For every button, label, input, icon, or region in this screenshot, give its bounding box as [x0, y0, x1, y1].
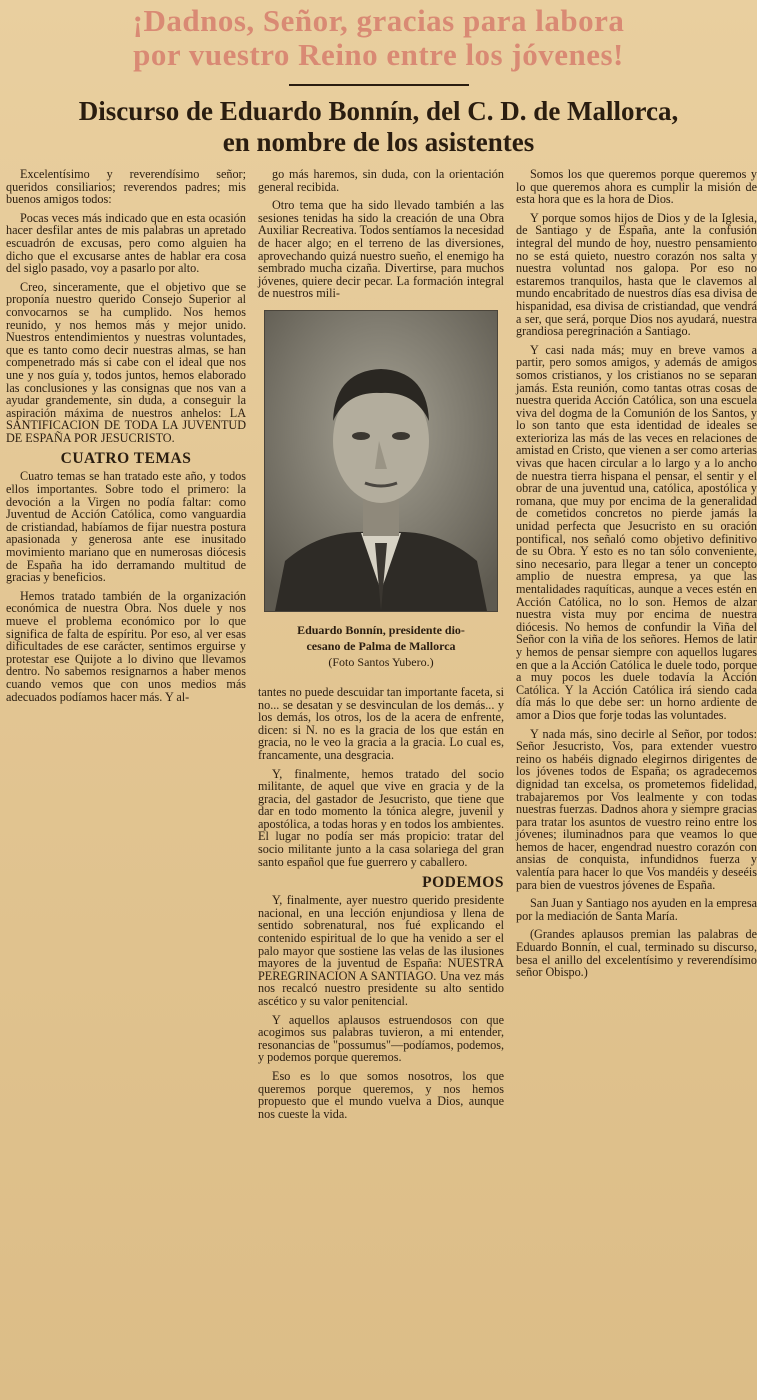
portrait-image	[265, 311, 497, 611]
paragraph: (Grandes aplausos premian las palabras de Eduardo Bonnín, el cual, terminado su discurso, besa el anillo del excelentísimo y reverendísimo señor Obispo.)	[516, 927, 757, 980]
paragraph: Somos los que queremos porque queremos y lo que queremos ahora es cumplir la misión de esta hora que es la hora de Dios.	[516, 167, 757, 207]
article-columns	[6, 167, 757, 1368]
paragraph: Otro tema que ha sido llevado también a las sesiones tenidas ha sido la creación de una Obra Auxiliar Recreativa. Todos sentíamos la necesidad de hacer algo; en el terreno de las diversiones, aprovechando quizá nuestro sueño, el enemigo ha sembrado mucha cizaña. Divertirse, para muchos jóvenes, quiere decir pecar. La formación integral de nuestros mili-	[258, 198, 504, 301]
subheading-podemos: PODEMOS	[422, 874, 504, 892]
paragraph: San Juan y Santiago nos ayuden en la empresa por la mediación de Santa María.	[516, 896, 757, 923]
paragraph: tantes no puede descuidar tan importante faceta, si no... se desatan y se desvinculan de los demás... y los demás, los otros, los de la acera de enfrente, dicen: si N. no es la gracia de los que están en gracia, no le veo la gracia a la gracia. Lo cual es, francamente, una desgracia.	[258, 684, 504, 762]
title-line-1: Discurso de Eduardo Bonnín, del C. D. de Mallorca,	[78, 96, 679, 126]
headline-line-1: ¡Dadnos, Señor, gracias para labora	[132, 3, 625, 38]
paragraph: Y nada más, sino decirle al Señor, por todos: Señor Jesucristo, Vos, para extender vuestro reino os habéis dignado elegirnos dirigentes de los jóvenes todos de España; os agradecemos dignidad tan excelsa, os prometemos fidelidad, trabajaremos por Vos lealmente y con todas nuestras fuerzas. Dadnos ahora y siempre gracias para tratar los asuntos de vuestro reino entre los jóvenes; iluminadnos para que veamos lo que hemos de hacer, engendrad nuestro corazón con ansias de conquista, infundidnos fuerza y valentía para hacer lo que Vos mandéis y deseéis para bien de vuestros jóvenes de España.	[516, 726, 757, 892]
article-title	[6, 96, 751, 158]
headline-line-2: por vuestro Reino entre los jóvenes!	[133, 37, 624, 72]
column-1	[6, 168, 246, 709]
paragraph: Y casi nada más; muy en breve vamos a partir, pero somos amigos, y además de amigos somos cristianos, y los cristianos no se separan jamás. Esta reunión, como tantas otras cosas de nuestra querida Acción Católica, son una escuela viva del dogma de la Comunión de los Santos, y lo son tanto que esta identidad de ideales se exterioriza las más de las veces en relaciones de amistad en Cristo, que vienen a ser como arterias vivas que hacen circular a lo largo y a lo ancho de nuestra tierra hispana el pensar, el sentir y el obrar de una juventud una, católica, apostólica y romana, que muy por encima de la generalidad de cometidos concretos no pierde jamás la unidad perfecta que Jesucristo en su oración pontifical, nos señaló como objetivo definitivo de su Obra. Y esto es no tan sólo conveniente, sino necesario, para llegar a tener un concepto amplio de nuestra empresa, ya que las mentalidades raquíticas, aunque a veces estén en Acción Católica, no lo son. Hemos de alzar nuestra vista muy por encima de nuestra diócesis. No hemos de confundir la Viña del Señor con la viña de los señores. Hemos de latir y hemos de pensar siempre con aquellos lugares en que a la Acción Católica le duele todo, porque a muy pocos les duele todavía la Acción Católica. Y la Acción Católica irá siendo cada día más lo que debe ser: un horno ardiente de amor a Dios que forje todas las voluntades.	[516, 342, 757, 722]
paragraph: Creo, sinceramente, que el objetivo que se proponía nuestro querido Consejo Superior al convocarnos se ha cumplido. Nos hemos reunido, y nos hemos más y mejor unido. Nuestros entendimientos y nuestras voluntades, que es tanto como decir nuestras almas, se han compenetrado más si cabe con el ideal que nos une y nos guía y, todos juntos, hemos elaborado las conclusiones y las consignas que nos van a ayudar grandemente, sin duda, a conseguir la aspiración máxima de nuestros anhelos: LA SANTIFICACION DE TODA LA JUVENTUD DE ESPAÑA POR JESUCRISTO.	[6, 279, 246, 445]
paragraph: Y, finalmente, ayer nuestro querido presidente nacional, en una lección enjundiosa y llena de sentido sobrenatural, nos fué explicando el contenido espiritual de lo que ha venido a ser el palo mayor que sostiene las velas de las ilusiones mayores de la juventud de España: NUESTRA PEREGRINACION A SANTIAGO. Una vez más nos recalcó nuestro presidente su alto sentido ascético y su valor penitencial.	[258, 893, 504, 1008]
paragraph: Y, finalmente, hemos tratado del socio militante, de aquel que vive en gracia y de la gracia, del gastador de Jesucristo, que tiene que dar en todo momento la tónica alegre, juvenil y apostólica, a todas horas y en todos los ambientes. El lugar no podía ser más propicio: tratar del socio militante junto a la casa solariega del gran santo español que fue guerrero y caballero.	[258, 766, 504, 869]
title-line-2: en nombre de los asistentes	[222, 127, 535, 157]
photo-caption	[258, 622, 504, 670]
paragraph: Eso es lo que somos nosotros, los que queremos porque queremos, y nos hemos propuesto que el mundo vuelva a Dios, aunque nos cueste la vida.	[258, 1068, 504, 1121]
caption-credit: (Foto Santos Yubero.)	[328, 654, 434, 669]
paragraph: Pocas veces más indicado que en esta ocasión hacer desfilar antes de mis palabras un apretado escuadrón de excusas, pero como alguien ha dicho que el excusarse antes de hablar era cosa del siglo pasado, voy a pasarlo por alto.	[6, 210, 246, 276]
paragraph: Hemos tratado también de la organización económica de nuestra Obra. Nos duele y nos mueve el problema económico por lo que significa de falta de espíritu. Por eso, al ver esas dificultades de ese carácter, sentimos erguirse y protestar ese Quijote a lo divino que llevamos dentro. No sabemos resignarnos a haber menos cuando vemos que con unos medios más adecuados podíamos hacer más. Y al-	[6, 588, 246, 704]
subheading-cuatro-temas: CUATRO TEMAS	[60, 450, 192, 468]
column-2	[258, 168, 504, 1126]
paragraph: Excelentísimo y reverendísimo señor; queridos consiliarios; reverendos padres; mis buenos amigos todos:	[6, 167, 246, 207]
portrait-photo	[264, 310, 498, 612]
headline	[6, 4, 751, 72]
paragraph: Y aquellos aplausos estruendosos con que acogimos sus palabras tuvieron, a mi entender, resonancias de "possumus"—podíamos, podemos, y podemos porque queremos.	[258, 1012, 504, 1065]
caption-line-1: Eduardo Bonnín, presidente dio-	[297, 622, 465, 637]
headline-divider	[289, 84, 469, 86]
column-3	[516, 168, 757, 985]
paragraph: Cuatro temas se han tratado este año, y todos ellos importantes. Sobre todo el primero: la devoción a la Virgen no podía faltar: como Juventud de Acción Católica, como vanguardia de cristiandad, habíamos de fijar nuestra postura apasionada y generosa ante ese inusitado movimiento mariano que en numerosas diócesis de España ha ido derramando multitud de gracias y beneficios.	[6, 469, 246, 585]
caption-line-2: cesano de Palma de Mallorca	[306, 638, 456, 653]
paragraph: go más haremos, sin duda, con la orientación general recibida.	[258, 167, 504, 194]
paragraph: Y porque somos hijos de Dios y de la Iglesia, de Santiago y de España, ante la confusión integral del mundo de hoy, nuestro pensamiento no se está quieto, nuestro corazón nos salta y nuestra voluntad nos galopa. Por eso no estaremos tranquilos, hasta que le clavemos al mundo encabritado de nuestros días esa divisa de hispanidad, esa divisa de cristiandad, que vendrá a ser, que será, porque Dios nos ayudará, nuestra grandiosa peregrinación a Santiago.	[516, 210, 757, 339]
